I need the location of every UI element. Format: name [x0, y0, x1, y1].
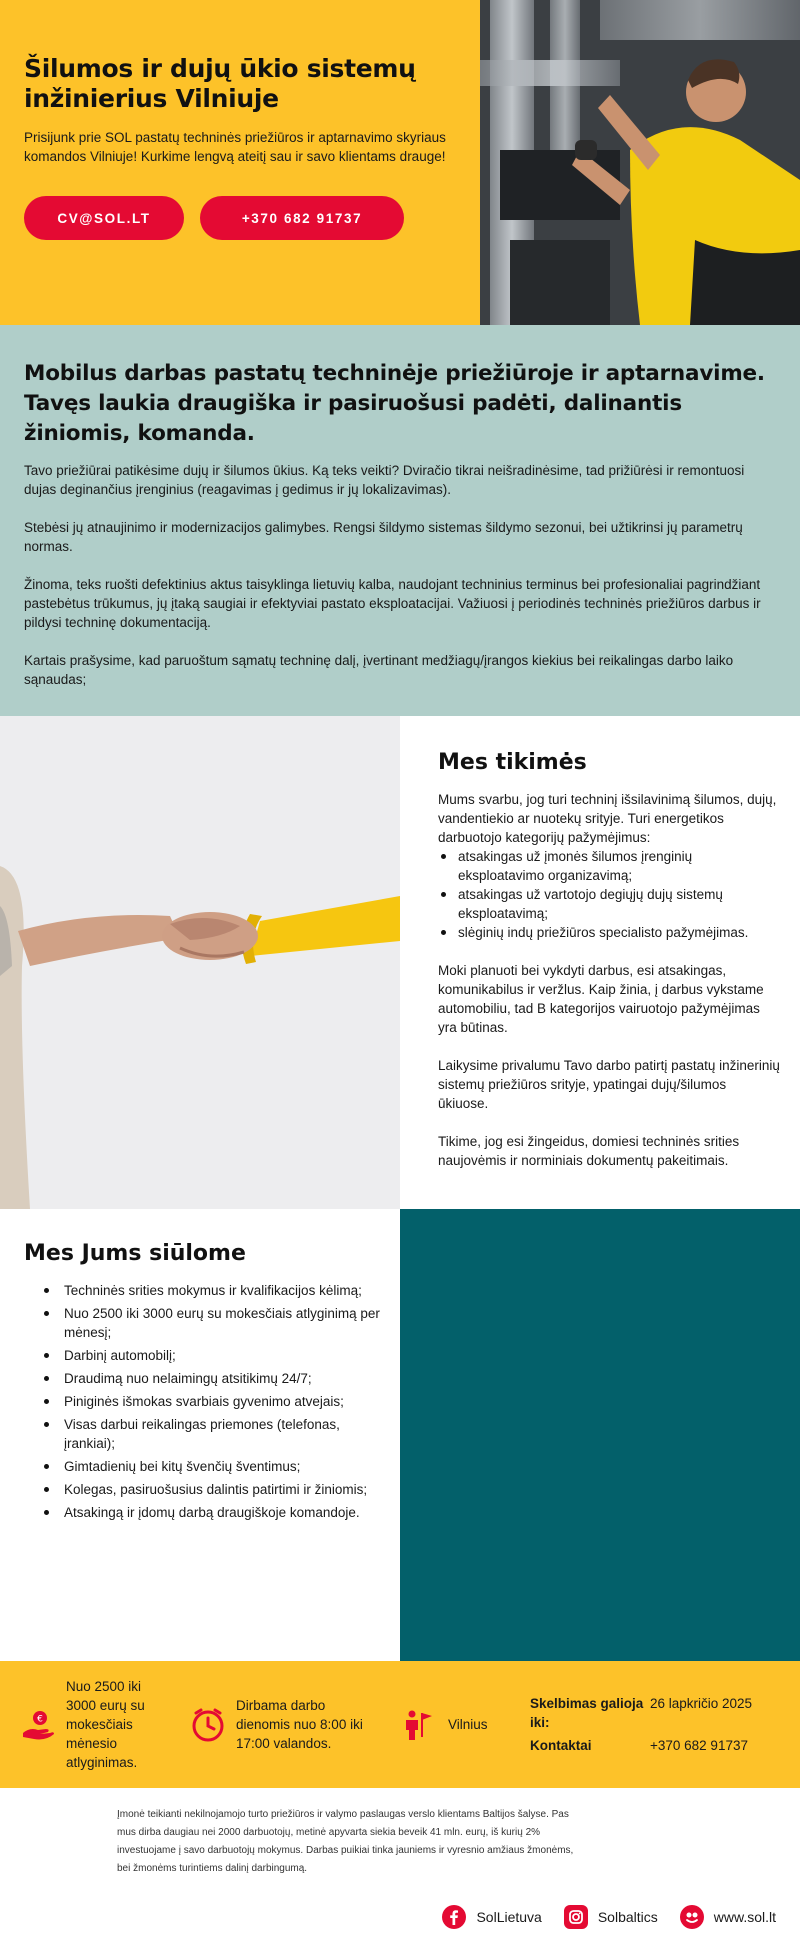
expectations-paragraph: Moki planuoti bei vykdyti darbus, esi atsakingas, komunikabilus ir veržlus. Kaip žinia, į darbus vykstame automobiliu, tad B kategorijos vairuotojo pažymėjimas yra būtinas. [438, 963, 764, 1035]
website-link[interactable] [680, 1905, 776, 1929]
facebook-label: SolLietuva [476, 1909, 542, 1925]
contact-value[interactable]: +370 682 91737 [650, 1738, 748, 1753]
salary-text: Nuo 2500 iki 3000 eurų su mokesčiais mėnesio atlyginimas. [66, 1679, 145, 1770]
mobile-work-paragraph: Kartais prašysime, kad paruoštum sąmatų techninę dalį, įvertinant medžiagų/įrangos kiekius bei reikalingas darbo laiko sąnaudas; [24, 653, 734, 687]
svg-text:€: € [37, 1714, 43, 1724]
list-item: Draudimą nuo nelaimingų atsitikimų 24/7; [40, 1369, 380, 1388]
mobile-work-paragraph: Tavo priežiūrai patikėsime dujų ir šilumos ūkius. Ką teks veikti? Dviračio tikrai neišradinėsime, tad prižiūrėsi ir remontuosi dujas deginančius įrenginius (reagavimas į gedimus ir jų lokalizavimas). [24, 463, 745, 497]
sol-logo-icon [680, 1905, 704, 1929]
hours-info [190, 1696, 400, 1753]
valid-until-value: 26 lapkričio 2025 [650, 1696, 753, 1711]
contact-label: Kontaktai [530, 1738, 592, 1753]
expectations-heading: Mes tikimės [438, 750, 587, 775]
teal-panel [400, 1209, 800, 1661]
expectations-text [400, 716, 800, 1209]
expectations-paragraph: Tikime, jog esi žingeidus, domiesi techninės srities naujovėmis ir norminiais dokumentų pakeitimais. [438, 1134, 740, 1168]
facebook-icon [442, 1905, 466, 1929]
offer-text [0, 1209, 400, 1661]
expectations-section [0, 716, 800, 1209]
offer-section [0, 1209, 800, 1661]
hero-buttons [24, 196, 456, 240]
list-item: atsakingas už vartotojo degiųjų dujų sistemų eksploatavimą; [438, 885, 780, 923]
hero-section [0, 0, 800, 325]
website-label: www.sol.lt [713, 1909, 776, 1925]
expectations-intro: Mums svarbu, jog turi techninį išsilavinimą šilumos, dujų, vandentiekio ar nuotekų srityje. Turi energetikos darbuotojo kategorijų pažymėjimus: [438, 792, 777, 845]
technician-illustration [480, 0, 800, 325]
social-links [0, 1883, 800, 1951]
mobile-work-section [0, 325, 800, 716]
instagram-link[interactable] [564, 1905, 658, 1929]
list-item: Gimtadienių bei kitų švenčių šventimus; [40, 1457, 380, 1476]
job-info-bar [0, 1661, 800, 1788]
offer-heading: Mes Jums siūlome [24, 1241, 246, 1266]
email-button[interactable]: CV@SOL.LT [24, 196, 184, 240]
list-item: Techninės srities mokymus ir kvalifikacijos kėlimą; [40, 1281, 380, 1300]
location-info [400, 1707, 530, 1743]
location-person-icon [400, 1707, 436, 1743]
company-about [0, 1788, 800, 1883]
hours-text: Dirbama darbo dienomis nuo 8:00 iki 17:00 valandos. [236, 1698, 363, 1751]
expectations-paragraph: Laikysime privalumu Tavo darbo patirtį pastatų inžinerinių sistemų priežiūros srityje, ypatingai dujų/šilumos ūkiuose. [438, 1058, 780, 1111]
list-item: Darbinį automobilį; [40, 1346, 380, 1365]
list-item: Visas darbui reikalingas priemones (telefonas, įrankiai); [40, 1415, 380, 1453]
salary-info [20, 1677, 175, 1772]
mobile-work-paragraph: Žinoma, teks ruošti defektinius aktus taisyklinga lietuvių kalba, naudojant techninius terminus bei profesionaliai pagrindžiant pastebėtus trūkumus, jų įtaką saugiai ir efektyviai pastato eksploatacijai. Važiuosi į periodinės techninės priežiūros darbus ir pildysi techninę dokumentaciją. [24, 577, 761, 630]
instagram-icon [564, 1905, 588, 1929]
facebook-link[interactable] [442, 1905, 541, 1929]
list-item: Kolegas, pasiruošusius dalintis patirtimi ir žiniomis; [40, 1480, 380, 1499]
valid-until-label: Skelbimas galioja iki: [530, 1696, 644, 1730]
hero-text-panel [0, 0, 480, 325]
job-meta [530, 1694, 770, 1755]
handshake-photo [0, 716, 400, 1209]
list-item: slėginių indų priežiūros specialisto pažymėjimas. [438, 923, 780, 942]
list-item: Nuo 2500 iki 3000 eurų su mokesčiais atlyginimą per mėnesį; [40, 1304, 380, 1342]
instagram-label: Solbaltics [597, 1909, 658, 1925]
phone-button[interactable]: +370 682 91737 [200, 196, 404, 240]
mobile-work-paragraph: Stebėsi jų atnaujinimo ir modernizacijos galimybes. Rengsi šildymo sistemas šildymo sezonui, bei užtikrinsi jų parametrų normas. [24, 520, 743, 554]
money-hand-icon [20, 1707, 56, 1743]
list-item: atsakingas už įmonės šilumos įrenginių eksploatavimo organizavimą; [438, 847, 780, 885]
certificates-list [438, 847, 780, 942]
mobile-work-heading: Mobilus darbas pastatų techninėje priežiūroje ir aptarnavime. Tavęs laukia draugiška ir pasiruošusi padėti, dalinantis žiniomis, komanda. [24, 361, 765, 446]
page-title: Šilumos ir dujų ūkio sistemų inžinierius Vilniuje [24, 54, 416, 113]
list-item: Piniginės išmokas svarbiais gyvenimo atvejais; [40, 1392, 380, 1411]
mobile-work-paragraphs [24, 461, 776, 689]
handshake-illustration [0, 716, 400, 1209]
technician-photo [480, 0, 800, 325]
city-text: Vilnius [448, 1717, 488, 1732]
hero-intro: Prisijunk prie SOL pastatų techninės priežiūros ir aptarnavimo skyriaus komandos Vilniuje! Kurkime lengvą ateitį sau ir savo klientams drauge! [24, 130, 446, 164]
list-item: Atsakingą ir įdomų darbą draugiškoje komandoje. [40, 1503, 380, 1522]
about-text: Įmonė teikianti nekilnojamojo turto priežiūros ir valymo paslaugas verslo klientams Baltijos šalyse. Pas mus dirba daugiau nei 2000 darbuotojų, metinė apyvarta siekia beveik 41 mln. eurų, iš kurių 2% investuojame į savo darbuotojų mokymus. Darbas puikiai tinka jauniems ir vyresnio amžiaus žmonėms, bei žmonėms turintiems dalinį darbingumą. [117, 1809, 574, 1874]
benefits-list [24, 1281, 380, 1522]
clock-icon [190, 1707, 226, 1743]
